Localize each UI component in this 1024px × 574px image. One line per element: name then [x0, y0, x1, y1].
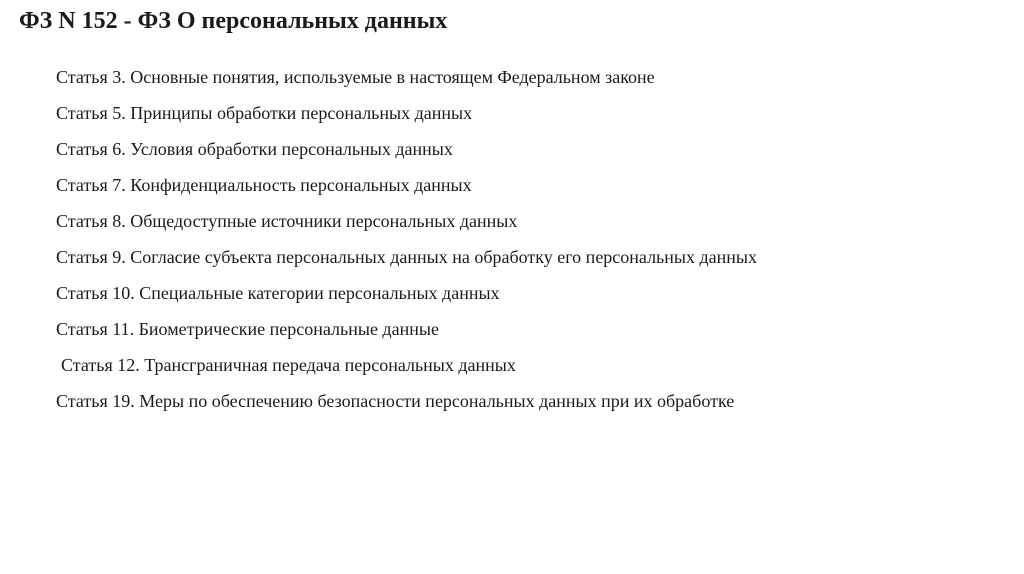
- article-item: Статья 5. Принципы обработки персональных данных: [56, 103, 473, 123]
- article-list: [56, 66, 906, 426]
- page-title: ФЗ N 152 - ФЗ О персональных данных: [19, 8, 448, 34]
- article-item: Статья 10. Специальные категории персональных данных: [56, 283, 500, 303]
- article-item: Статья 19. Меры по обеспечению безопасности персональных данных при их обработке: [56, 391, 735, 411]
- article-item: Статья 6. Условия обработки персональных данных: [56, 139, 453, 159]
- article-item: Статья 9. Согласие субъекта персональных данных на обработку его персональных данных: [56, 247, 757, 267]
- article-item: Статья 12. Трансграничная передача персональных данных: [61, 355, 516, 375]
- article-item: Статья 3. Основные понятия, используемые в настоящем Федеральном законе: [56, 67, 655, 87]
- article-item: Статья 11. Биометрические персональные данные: [56, 319, 439, 339]
- article-item: Статья 8. Общедоступные источники персональных данных: [56, 211, 518, 231]
- article-item: Статья 7. Конфиденциальность персональных данных: [56, 175, 472, 195]
